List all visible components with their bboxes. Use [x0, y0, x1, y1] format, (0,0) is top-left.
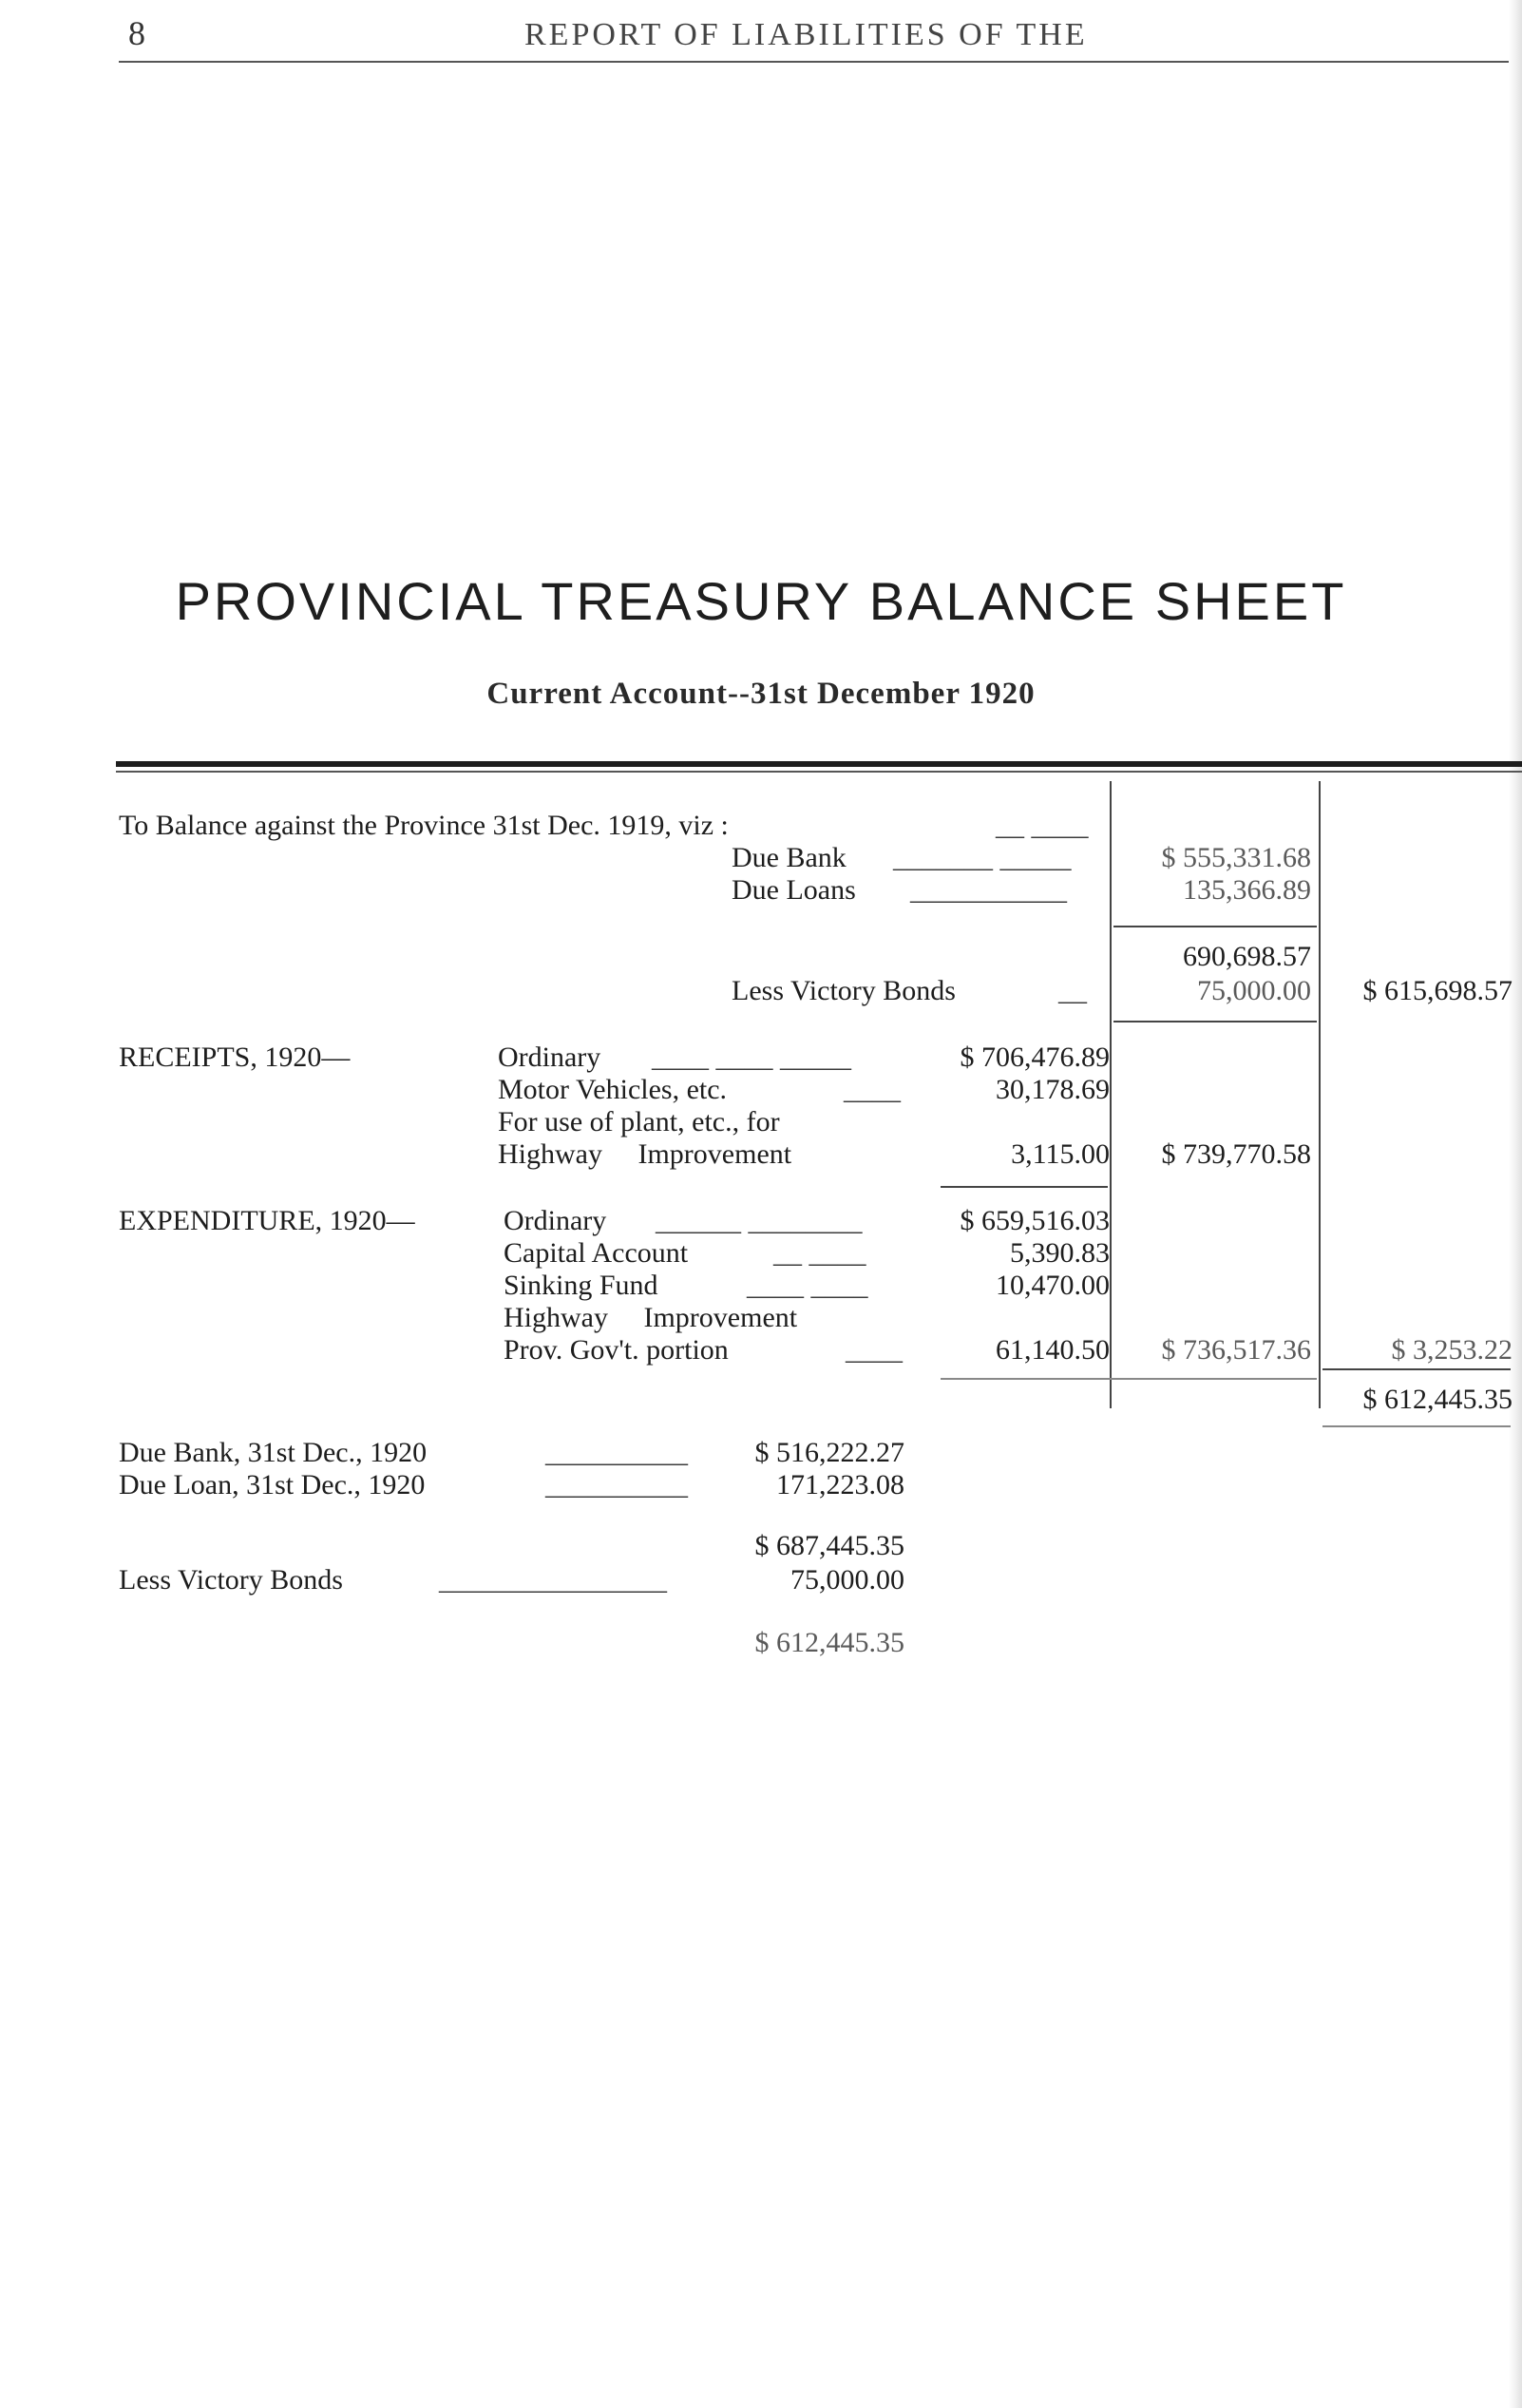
leader-dots: __ ____	[773, 1237, 866, 1269]
running-header: REPORT OF LIABILITIES OF THE	[524, 17, 1088, 52]
header-rule	[119, 61, 1515, 63]
closing-net-value: $ 612,445.35	[754, 1627, 904, 1658]
subtotal-rule	[1113, 926, 1317, 927]
expenditure-item-label: Prov. Gov't. portion	[504, 1334, 729, 1366]
closing-due-loan-label: Due Loan, 31st Dec., 1920	[119, 1469, 426, 1500]
leader-dots: ______ ________	[656, 1205, 863, 1236]
closing-balance: $ 612,445.35	[1362, 1384, 1512, 1415]
expenditure-rule	[941, 1378, 1317, 1380]
expenditure-item-label: Highway Improvement	[504, 1302, 798, 1333]
expenditure-item-label: Capital Account	[504, 1237, 689, 1269]
receipts-item-label: Highway Improvement	[498, 1138, 792, 1170]
document-title: PROVINCIAL TREASURY BALANCE SHEET	[175, 571, 1347, 631]
balance-rule	[1322, 1368, 1511, 1370]
table-top-rule-thin	[116, 771, 1522, 773]
leader-dots: __	[1058, 975, 1087, 1006]
expenditure-item-label: Sinking Fund	[504, 1270, 658, 1301]
leader-dots: ___________	[910, 874, 1067, 906]
opening-net-balance: $ 615,698.57	[1362, 975, 1512, 1006]
closing-subtotal: $ 687,445.35	[754, 1530, 904, 1561]
expenditure-item-value: 61,140.50	[996, 1334, 1110, 1366]
closing-due-loan-value: 171,223.08	[776, 1469, 904, 1500]
subtotal-rule	[1113, 1021, 1317, 1022]
closing-due-bank-label: Due Bank, 31st Dec., 1920	[119, 1437, 428, 1468]
leader-dots: ____	[846, 1334, 903, 1366]
balance-rule	[1322, 1425, 1511, 1427]
closing-due-bank-value: $ 516,222.27	[754, 1437, 904, 1468]
receipts-item-value: 30,178.69	[996, 1074, 1110, 1105]
due-bank-label: Due Bank	[732, 842, 847, 873]
expenditure-difference: $ 3,253.22	[1391, 1334, 1512, 1366]
less-victory-bonds-label: Less Victory Bonds	[732, 975, 956, 1006]
column-separator	[1319, 781, 1321, 1408]
receipts-item-label: For use of plant, etc., for	[498, 1106, 780, 1137]
expenditure-total: $ 736,517.36	[1161, 1334, 1311, 1366]
receipts-item-label: Motor Vehicles, etc.	[498, 1074, 728, 1105]
receipts-item-value: $ 706,476.89	[960, 1042, 1110, 1073]
expenditure-item-label: Ordinary	[504, 1205, 607, 1236]
opening-subtotal: 690,698.57	[1183, 941, 1311, 972]
receipts-heading: RECEIPTS, 1920—	[119, 1042, 351, 1073]
receipts-item-label: Ordinary	[498, 1042, 601, 1073]
leader-dots: ____ ____ _____	[652, 1042, 851, 1073]
closing-less-label: Less Victory Bonds	[119, 1564, 343, 1596]
leader-dots: __________	[545, 1469, 688, 1500]
page-number: 8	[128, 14, 145, 52]
opening-due-bank-value: $ 555,331.68	[1161, 842, 1311, 873]
expenditure-item-value: 5,390.83	[1010, 1237, 1110, 1269]
expenditure-heading: EXPENDITURE, 1920—	[119, 1205, 415, 1236]
due-loans-label: Due Loans	[732, 874, 856, 906]
leader-dots: _______ _____	[893, 842, 1072, 873]
receipts-rule	[941, 1186, 1108, 1188]
page-edge-shadow	[1509, 0, 1522, 2408]
receipts-item-value: 3,115.00	[1011, 1138, 1110, 1170]
opening-less-victory-bonds: 75,000.00	[1197, 975, 1311, 1006]
leader-dots: ____	[844, 1074, 901, 1105]
opening-balance-line: To Balance against the Province 31st Dec. 1919, viz :	[119, 810, 729, 841]
document-subtitle: Current Account--31st December 1920	[486, 677, 1036, 711]
leader-dots: __ ____	[996, 810, 1089, 841]
leader-dots: __________	[545, 1437, 688, 1468]
leader-dots: ____ ____	[747, 1270, 868, 1301]
receipts-total: $ 739,770.58	[1161, 1138, 1311, 1170]
expenditure-item-value: $ 659,516.03	[960, 1205, 1110, 1236]
leader-dots: ________________	[439, 1564, 667, 1596]
closing-less-value: 75,000.00	[790, 1564, 904, 1596]
table-top-rule	[116, 761, 1522, 767]
expenditure-item-value: 10,470.00	[996, 1270, 1110, 1301]
opening-due-loans-value: 135,366.89	[1183, 874, 1311, 906]
